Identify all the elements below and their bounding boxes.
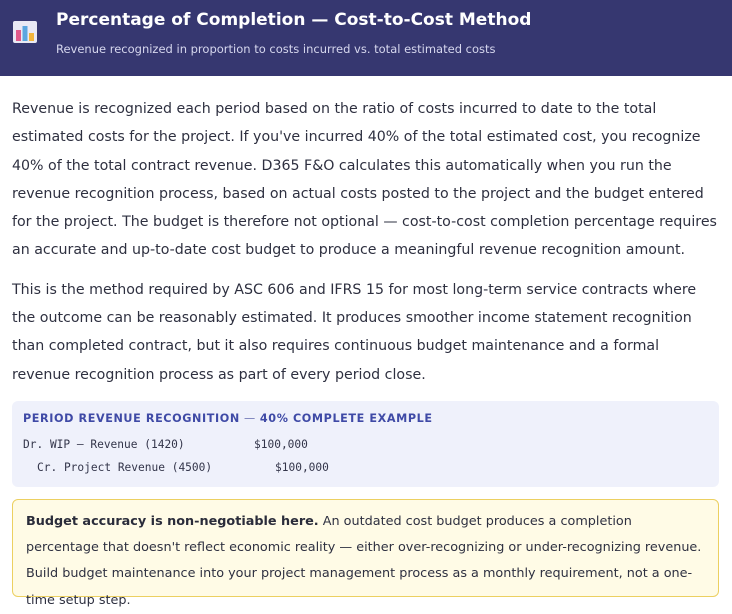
journal-debit-account: Dr. WIP – Revenue (1420)	[23, 438, 185, 451]
page-title: Percentage of Completion — Cost-to-Cost Method	[56, 10, 532, 30]
journal-title-dash: —	[239, 412, 260, 425]
warning-callout	[12, 499, 719, 608]
page-header	[0, 0, 732, 76]
journal-title-right: 40% COMPLETE EXAMPLE	[259, 412, 433, 425]
journal-title-left: PERIOD REVENUE RECOGNITION	[23, 412, 240, 425]
bar-chart-icon	[13, 21, 37, 43]
body-content	[12, 95, 720, 389]
journal-debit-amount: $100,000	[254, 438, 308, 451]
callout-text	[26, 509, 705, 614]
journal-entry-box	[12, 401, 719, 487]
standards-paragraph: This is the method required by ASC 606 and IFRS 15 for most long-term service contracts where the outcome can be reasonably estimated. It produces smoother income statement recognition than completed contract, but it also requires continuous budget maintenance and a formal revenue recognition process as part of every period close.	[12, 281, 697, 383]
page-subtitle: Revenue recognized in proportion to costs incurred vs. total estimated costs	[56, 42, 496, 56]
callout-bold: Budget accuracy is non-negotiable here.	[26, 514, 319, 529]
callout-body: An outdated cost budget produces a completion percentage that doesn't reflect economic reality — either over-recognizing or under-recognizing revenue. Build budget maintenance into your project management process as a monthly requirement, not a one-time setup step.	[26, 514, 702, 608]
journal-title	[23, 412, 433, 425]
journal-credit-account: Cr. Project Revenue (4500)	[37, 461, 213, 474]
journal-credit-amount: $100,000	[275, 461, 329, 474]
intro-paragraph: Revenue is recognized each period based on the ratio of costs incurred to date to the total estimated costs for the project. If you've incurred 40% of the total estimated cost, you recognize 40% of the total contract revenue. D365 F&O calculates this automatically when you run the revenue recognition process, based on actual costs posted to the project and the budget entered for the project. The budget is therefore not optional — cost-to-cost completion percentage requires an accurate and up-to-date cost budget to produce a meaningful revenue recognition amount.	[12, 101, 717, 259]
